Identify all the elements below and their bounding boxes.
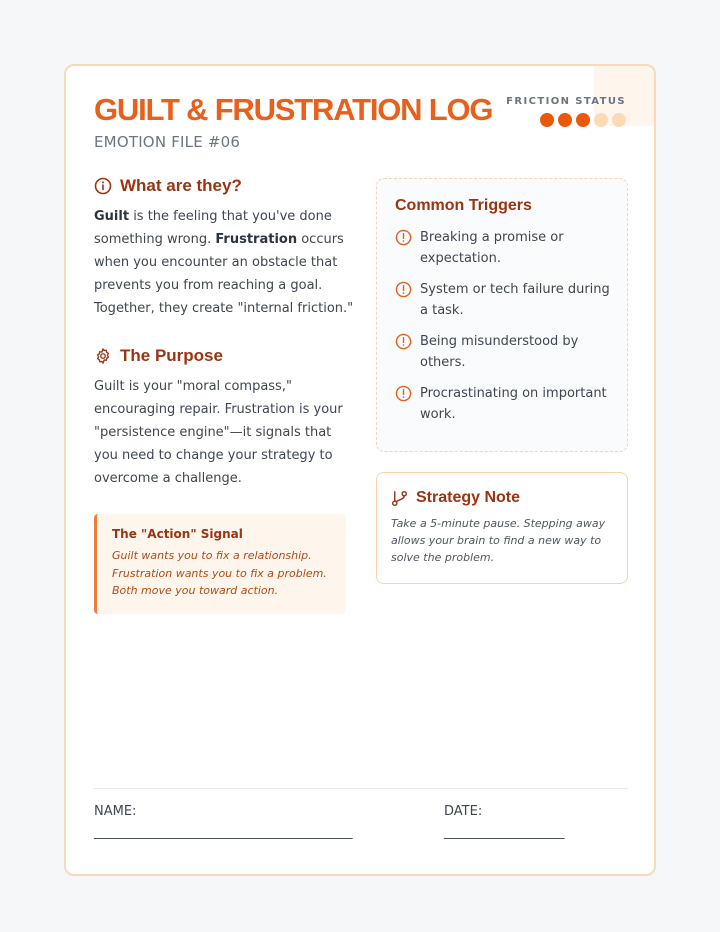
purpose-section-text: Guilt is your "moral compass," encouraging repair. Frustration is your "persistence engine"—it signals that you need to change your strategy to overcome a challenge.: [94, 379, 343, 486]
list-item: [395, 383, 611, 425]
friction-status-label: FRICTION STATUS: [506, 96, 626, 107]
list-item: [395, 331, 611, 373]
what-section-title: What are they?: [120, 176, 242, 195]
trigger-text: Being misunderstood by others.: [420, 334, 579, 370]
guilt-definition: is the feeling that you've done something wrong.: [94, 209, 332, 247]
info-circle-icon: [94, 177, 112, 195]
status-dot-empty: [612, 113, 626, 127]
status-dot-filled: [540, 113, 554, 127]
purpose-section-title: The Purpose: [120, 346, 223, 365]
left-column: [94, 176, 354, 614]
list-item: [395, 279, 611, 321]
triggers-title: Common Triggers: [395, 197, 532, 214]
page-subtitle: EMOTION FILE #06: [94, 133, 241, 151]
callout-line: Frustration wants you to fix a problem.: [112, 566, 327, 580]
purpose-section-heading: [94, 346, 354, 366]
trigger-text: Breaking a promise or expectation.: [420, 230, 564, 266]
alert-circle-icon: [395, 281, 412, 298]
branch-icon: [391, 490, 408, 507]
page-title: GUILT & FRUSTRATION LOG: [94, 92, 493, 127]
what-section-text: [94, 205, 354, 320]
triggers-list: [395, 227, 611, 425]
friction-status: [506, 96, 626, 127]
alert-circle-icon: [395, 229, 412, 246]
strategy-note-heading: [391, 489, 613, 507]
strategy-note-box: [376, 472, 628, 584]
alert-circle-icon: [395, 385, 412, 402]
status-dot-filled: [576, 113, 590, 127]
callout-title: The "Action" Signal: [112, 527, 243, 541]
name-field[interactable]: [94, 804, 352, 840]
status-dot-empty: [594, 113, 608, 127]
trigger-text: Procrastinating on important work.: [420, 386, 607, 422]
date-label: DATE:: [444, 804, 483, 819]
callout-text: [112, 547, 332, 600]
trigger-text: System or tech failure during a task.: [420, 282, 610, 318]
alert-circle-icon: [395, 333, 412, 350]
status-dot-filled: [558, 113, 572, 127]
name-line[interactable]: ___________________________________________: [94, 825, 352, 840]
common-triggers-box: [376, 178, 628, 452]
what-section-heading: [94, 176, 354, 196]
list-item: [395, 227, 611, 269]
worksheet-card: [64, 64, 656, 876]
date-field[interactable]: [444, 804, 564, 840]
strategy-note-title: Strategy Note: [416, 489, 521, 506]
callout-line: Both move you toward action.: [112, 584, 279, 597]
date-line[interactable]: ____________________: [444, 825, 564, 840]
guilt-term: Guilt: [94, 209, 130, 224]
action-signal-callout: [94, 514, 346, 614]
strategy-note-text: Take a 5-minute pause. Stepping away allows your brain to find a new way to solve the problem.: [391, 517, 606, 564]
frustration-term: Frustration: [215, 232, 298, 247]
friction-status-meter: [506, 113, 626, 127]
name-label: NAME:: [94, 804, 137, 819]
callout-line: Guilt wants you to fix a relationship.: [112, 549, 312, 562]
frustration-definition: occurs when you encounter an obstacle that prevents you from reaching a goal. Together, they create "internal friction.": [94, 232, 354, 316]
footer-divider: [94, 788, 628, 789]
gear-icon: [94, 347, 112, 365]
